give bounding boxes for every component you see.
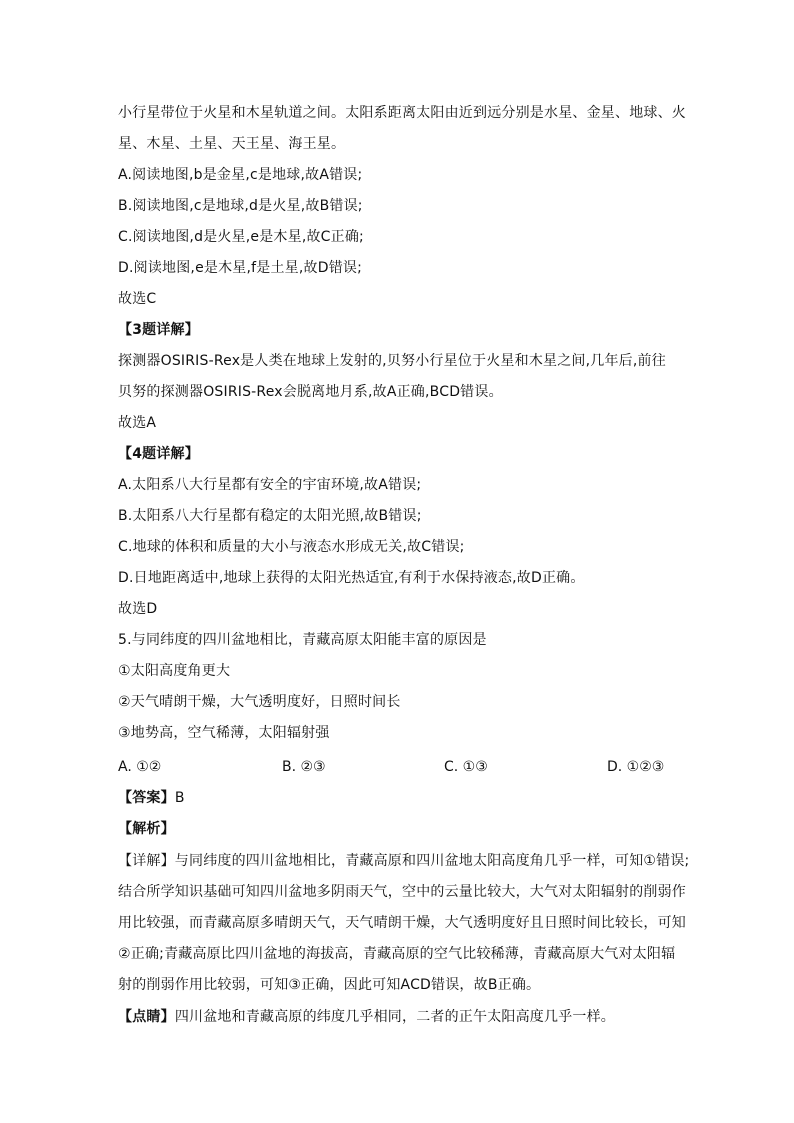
option-explanation: D.日地距离适中,地球上获得的太阳光热适宜,有利于水保持液态,故D正确。 — [118, 570, 585, 586]
answer-value: B — [174, 790, 185, 806]
option-explanation: B.太阳系八大行星都有稳定的太阳光照,故B错误; — [118, 508, 422, 524]
text-line: 星、木星、土星、天王星、海王星。 — [118, 136, 346, 152]
question-stem: 5.与同纬度的四川盆地相比，青藏高原太阳能丰富的原因是 — [118, 632, 487, 648]
option-explanation: A.太阳系八大行星都有安全的宇宙环境,故A错误; — [118, 477, 422, 493]
answer-label: 【答案】 — [118, 790, 175, 806]
note-text: 四川盆地和青藏高原的纬度几乎相同，二者的正午太阳高度几乎一样。 — [174, 1009, 616, 1025]
choice-d: D. ①②③ — [607, 759, 665, 775]
text-line: 贝努的探测器OSIRIS-Rex会脱离地月系,故A正确,BCD错误。 — [118, 384, 503, 400]
note-line — [118, 1007, 615, 1027]
detail-line: 射的削弱作用比较弱，可知③正确，因此可知ACD错误，故B正确。 — [118, 977, 541, 993]
note-label: 【点睛】 — [118, 1009, 175, 1025]
detail-line: 【详解】与同纬度的四川盆地相比，青藏高原和四川盆地太阳高度角几乎一样，可知①错误; — [118, 853, 690, 869]
question-statement: ③地势高，空气稀薄，太阳辐射强 — [118, 725, 330, 741]
text-line: 小行星带位于火星和木星轨道之间。太阳系距离太阳由近到远分别是水星、金星、地球、火 — [118, 105, 686, 121]
answer-choice: 故选A — [118, 415, 157, 431]
option-explanation: C.地球的体积和质量的大小与液态水形成无关,故C错误; — [118, 539, 465, 555]
option-explanation: A.阅读地图,b是金星,c是地球,故A错误; — [118, 167, 363, 183]
text-line: 探测器OSIRIS-Rex是人类在地球上发射的,贝努小行星位于火星和木星之间,几年后,前往 — [118, 353, 666, 369]
answer-choice: 故选C — [118, 291, 157, 307]
answer-line — [118, 788, 185, 808]
detail-line: ②正确;青藏高原比四川盆地的海拔高，青藏高原的空气比较稀薄，青藏高原大气对太阳辐 — [118, 946, 676, 962]
detail-line: 用比较强，而青藏高原多晴朗天气，天气晴朗干燥，大气透明度好且日照时间比较长，可知 — [118, 915, 686, 931]
option-explanation: C.阅读地图,d是火星,e是木星,故C正确; — [118, 229, 364, 245]
question-statement: ①太阳高度角更大 — [118, 663, 231, 679]
choice-c: C. ①③ — [444, 759, 488, 775]
section-heading: 【4题详解】 — [118, 446, 199, 462]
option-explanation: B.阅读地图,c是地球,d是火星,故B错误; — [118, 198, 363, 214]
answer-choice: 故选D — [118, 601, 158, 617]
option-explanation: D.阅读地图,e是木星,f是土星,故D错误; — [118, 260, 363, 276]
question-statement: ②天气晴朗干燥，大气透明度好，日照时间长 — [118, 694, 401, 710]
choice-b: B. ②③ — [282, 759, 326, 775]
analysis-label: 【解析】 — [118, 821, 175, 837]
section-heading: 【3题详解】 — [118, 322, 199, 338]
detail-line: 结合所学知识基础可知四川盆地多阴雨天气，空中的云量比较大，大气对太阳辐射的削弱作 — [118, 884, 686, 900]
choice-a: A. ①② — [118, 759, 162, 775]
